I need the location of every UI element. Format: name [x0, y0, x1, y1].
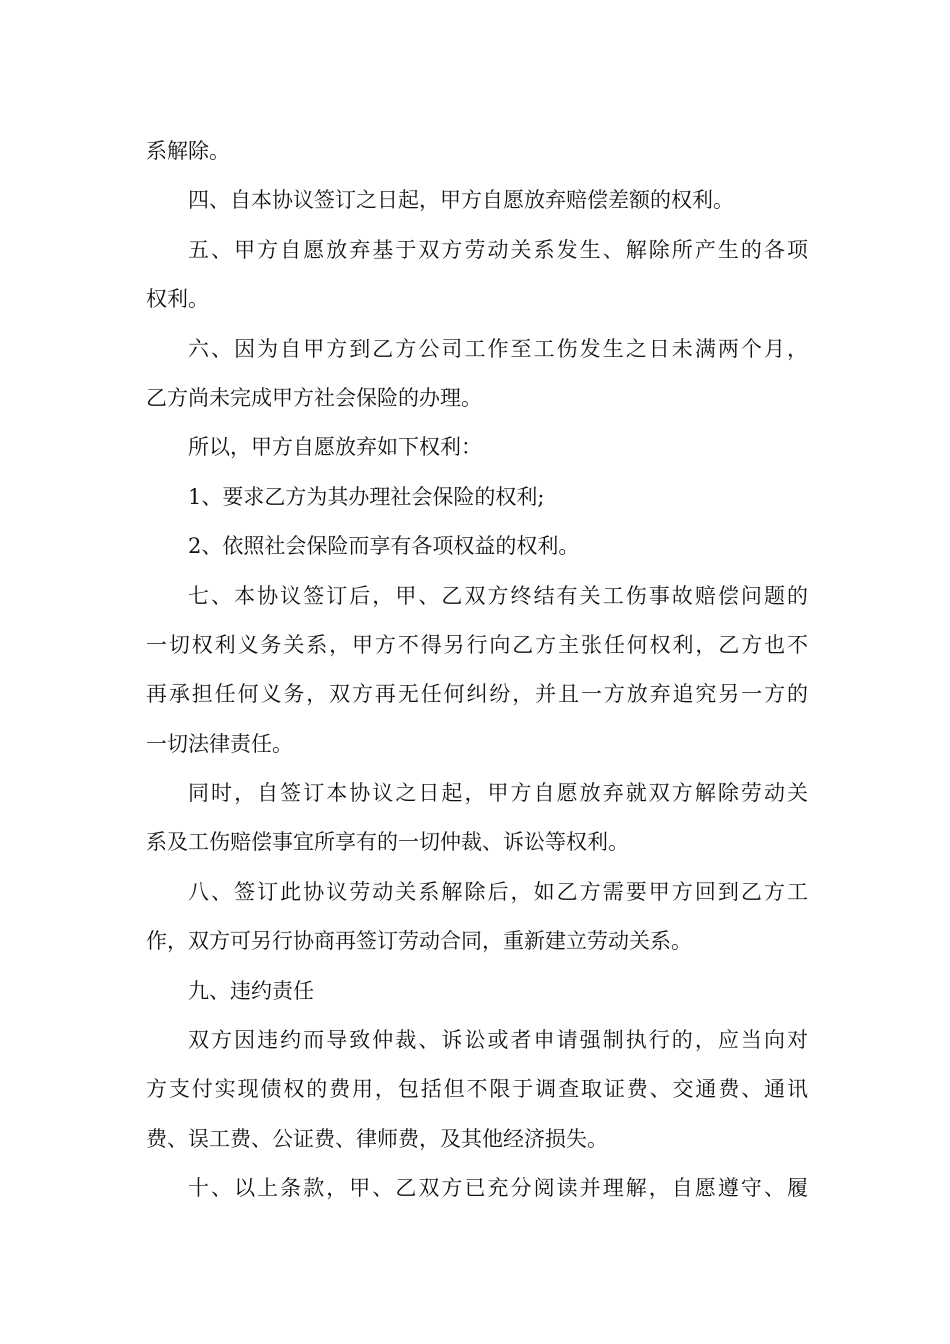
text-line: 一切法律责任。 [146, 731, 293, 756]
text-line: 双方因违约而导致仲裁、诉讼或者申请强制执行的，应当向对 [188, 1028, 808, 1053]
text-line: 六、因为自甲方到乙方公司工作至工伤发生之日未满两个月， [188, 336, 808, 361]
text-line: 九、违约责任 [188, 978, 314, 1003]
text-line: 五、甲方自愿放弃基于双方劳动关系发生、解除所产生的各项 [188, 237, 808, 262]
text-line: 系及工伤赔偿事宜所享有的一切仲裁、诉讼等权利。 [146, 830, 629, 855]
text-line: 再承担任何义务，双方再无任何纠纷，并且一方放弃追究另一方的 [146, 682, 808, 707]
text-line: 所以，甲方自愿放弃如下权利： [188, 435, 482, 460]
text-line: 系解除。 [146, 139, 230, 163]
text-line: 八、签订此协议劳动关系解除后，如乙方需要甲方回到乙方工 [188, 879, 808, 904]
text-line: 同时，自签订本协议之日起，甲方自愿放弃就双方解除劳动关 [188, 781, 808, 806]
text-line: 费、误工费、公证费、律师费，及其他经济损失。 [146, 1126, 608, 1151]
text-line: 一切权利义务关系，甲方不得另行向乙方主张任何权利，乙方也不 [146, 632, 808, 657]
text-line: 四、自本协议签订之日起，甲方自愿放弃赔偿差额的权利。 [188, 188, 734, 213]
text-line: 方支付实现债权的费用，包括但不限于调查取证费、交通费、通讯 [146, 1077, 808, 1102]
text-line: 作，双方可另行协商再签订劳动合同，重新建立劳动关系。 [146, 929, 692, 954]
text-line: 1、要求乙方为其办理社会保险的权利; [188, 484, 545, 509]
document-body [146, 127, 808, 1214]
text-line: 七、本协议签订后，甲、乙双方终结有关工伤事故赔偿问题的 [188, 583, 808, 608]
text-line: 2、依照社会保险而享有各项权益的权利。 [188, 534, 580, 559]
text-line: 十、以上条款，甲、乙双方已充分阅读并理解，自愿遵守、履 [188, 1176, 808, 1201]
text-line: 乙方尚未完成甲方社会保险的办理。 [146, 385, 482, 410]
text-line: 权利。 [146, 287, 209, 312]
